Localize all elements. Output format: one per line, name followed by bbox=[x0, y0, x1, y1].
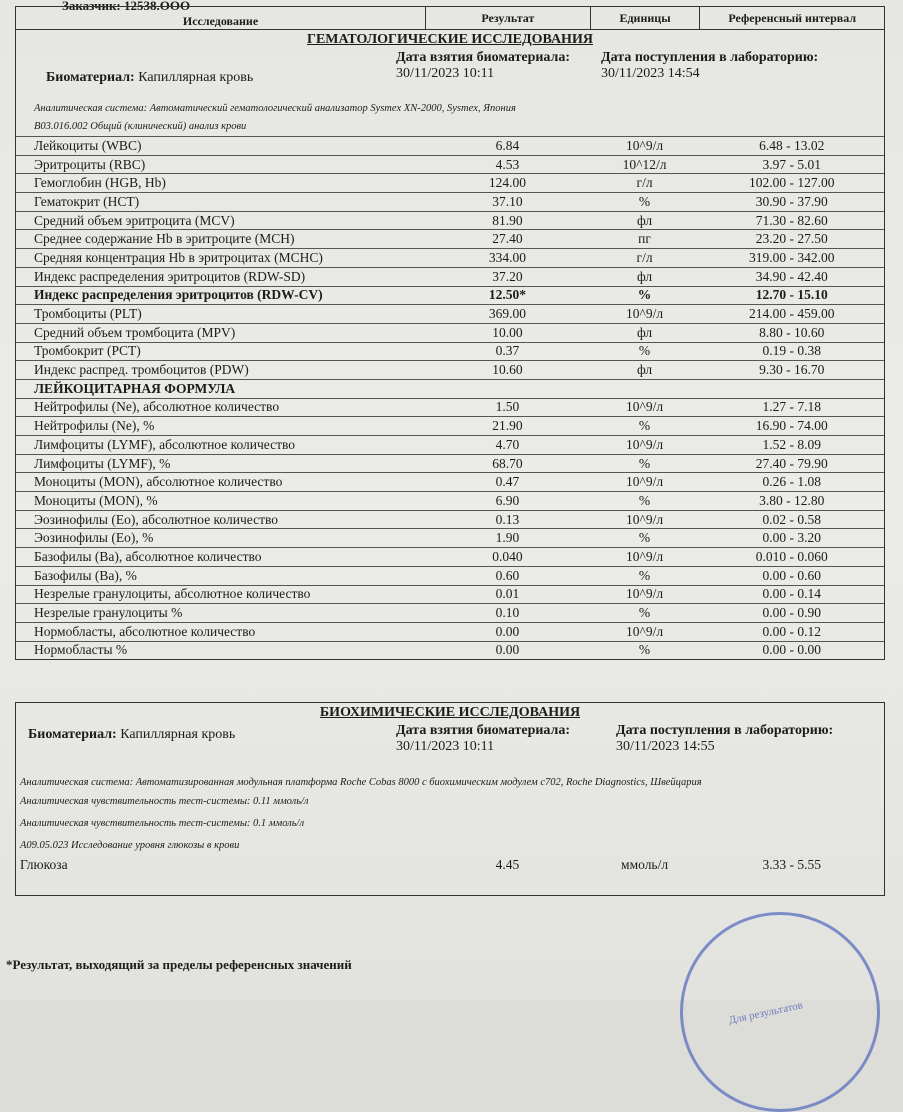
table-row bbox=[16, 472, 884, 491]
result-units: % bbox=[638, 418, 651, 434]
result-name: Среднее содержание Hb в эритроците (MCH) bbox=[34, 231, 295, 247]
result-result: 0.10 bbox=[495, 605, 520, 621]
col-units: Единицы bbox=[590, 7, 700, 29]
result-ref: 12.70 - 15.10 bbox=[755, 287, 828, 303]
result-units: фл bbox=[636, 268, 653, 284]
result-name: Базофилы (Ba), % bbox=[34, 567, 137, 583]
result-name: Лейкоциты (WBC) bbox=[34, 137, 142, 153]
result-units: % bbox=[638, 567, 651, 583]
result-ref: 319.00 - 342.00 bbox=[748, 249, 835, 265]
sensitivity-1: Аналитическая чувствительность тест-системы: 0.11 ммоль/л bbox=[20, 796, 309, 807]
result-ref: 16.90 - 74.00 bbox=[755, 418, 828, 434]
result-result: 21.90 bbox=[492, 418, 523, 434]
table-row bbox=[16, 155, 884, 174]
received-label: Дата поступления в лабораторию: bbox=[616, 723, 834, 738]
result-name: Моноциты (MON), абсолютное количество bbox=[34, 474, 283, 490]
table-row bbox=[16, 192, 884, 211]
glucose-row bbox=[16, 855, 884, 873]
result-name: Гемоглобин (HGB, Hb) bbox=[34, 175, 166, 191]
sensitivity-2: Аналитическая чувствительность тест-системы: 0.1 ммоль/л bbox=[20, 818, 305, 829]
section-title: БИОХИМИЧЕСКИЕ ИССЛЕДОВАНИЯ bbox=[16, 702, 884, 723]
received-label: Дата поступления в лабораторию: bbox=[601, 50, 819, 65]
table-row bbox=[16, 566, 884, 585]
result-ref: 0.00 - 0.60 bbox=[762, 567, 821, 583]
result-name: Нейтрофилы (Ne), % bbox=[34, 418, 155, 434]
table-row bbox=[16, 173, 884, 192]
section-title: ГЕМАТОЛОГИЧЕСКИЕ ИССЛЕДОВАНИЯ bbox=[307, 32, 593, 47]
biomaterial-value: Капиллярная кровь bbox=[138, 70, 254, 85]
result-result: 81.90 bbox=[492, 212, 523, 228]
result-result: 4.70 bbox=[495, 436, 520, 452]
result-units: % bbox=[638, 492, 651, 508]
biomaterial-label: Биоматериал: bbox=[46, 70, 135, 85]
result-units: фл bbox=[636, 362, 653, 378]
received-date: 30/11/2023 14:54 bbox=[601, 66, 700, 81]
table-row bbox=[16, 398, 884, 417]
result-units: фл bbox=[636, 212, 653, 228]
result-name: Моноциты (MON), % bbox=[34, 492, 158, 508]
col-study: Исследование bbox=[182, 14, 259, 28]
service-code: B03.016.002 Общий (клинический) анализ крови bbox=[34, 121, 247, 132]
result-name: Средний объем тромбоцита (MPV) bbox=[34, 324, 236, 340]
taken-label: Дата взятия биоматериала: bbox=[396, 50, 571, 65]
result-ref: 1.52 - 8.09 bbox=[762, 436, 821, 452]
table-row bbox=[16, 229, 884, 248]
table-row bbox=[16, 622, 884, 641]
result-units: 10^9/л bbox=[626, 623, 664, 639]
result-ref: 0.00 - 0.00 bbox=[762, 642, 821, 658]
result-result: 0.60 bbox=[495, 567, 520, 583]
table-row bbox=[16, 342, 884, 361]
result-units: 10^9/л bbox=[626, 548, 664, 564]
result-name: Нормобласты, абсолютное количество bbox=[34, 623, 256, 639]
result-ref: 34.90 - 42.40 bbox=[755, 268, 828, 284]
service-code: A09.05.023 Исследование уровня глюкозы в крови bbox=[20, 840, 240, 851]
result-ref: 0.00 - 0.90 bbox=[762, 605, 821, 621]
seal-stamp: Для результатов bbox=[680, 912, 880, 1112]
table-row bbox=[16, 528, 884, 547]
table-row bbox=[16, 435, 884, 454]
result-name: ЛЕЙКОЦИТАРНАЯ ФОРМУЛА bbox=[34, 380, 236, 396]
result-ref: 3.97 - 5.01 bbox=[762, 156, 821, 172]
result-ref: 214.00 - 459.00 bbox=[748, 306, 835, 322]
table-row bbox=[16, 304, 884, 323]
result-result: 10.60 bbox=[492, 362, 523, 378]
result-ref: 8.80 - 10.60 bbox=[759, 324, 825, 340]
result-result: 27.40 bbox=[492, 231, 523, 247]
result-units: 10^9/л bbox=[626, 436, 664, 452]
table-row bbox=[16, 547, 884, 566]
result-units: г/л bbox=[636, 249, 653, 265]
result-name: Эозинофилы (Eo), абсолютное количество bbox=[34, 511, 279, 527]
biochemistry-section bbox=[15, 702, 885, 896]
result-units: % bbox=[638, 605, 651, 621]
result-ref: 23.20 - 27.50 bbox=[755, 231, 828, 247]
result-units: 10^9/л bbox=[626, 137, 664, 153]
result-ref: 102.00 - 127.00 bbox=[748, 175, 835, 191]
result-name: Индекс распределения эритроцитов (RDW-CV) bbox=[34, 287, 323, 303]
table-row bbox=[16, 136, 884, 155]
result-name: Индекс распределения эритроцитов (RDW-SD) bbox=[34, 268, 306, 284]
result-units: г/л bbox=[636, 175, 653, 191]
biomaterial-block bbox=[16, 50, 884, 100]
taken-label: Дата взятия биоматериала: bbox=[396, 723, 571, 738]
result-ref: 0.02 - 0.58 bbox=[762, 511, 821, 527]
result-name: Эритроциты (RBC) bbox=[34, 156, 146, 172]
customer-label: Заказчик: 12538.ООО bbox=[62, 0, 191, 13]
result-result: 68.70 bbox=[492, 455, 523, 471]
result-units: % bbox=[638, 455, 651, 471]
result-units: 10^12/л bbox=[622, 156, 667, 172]
result-result: 4.53 bbox=[495, 156, 520, 172]
table-row bbox=[16, 323, 884, 342]
result-result: 0.47 bbox=[495, 474, 520, 490]
analytic-system: Аналитическая система: Автоматический гематологический анализатор Sysmex XN-2000, Sysmex, Япония bbox=[34, 103, 516, 114]
result-result: 0.37 bbox=[495, 343, 520, 359]
result-name: Незрелые гранулоциты, абсолютное количество bbox=[34, 586, 311, 602]
result-units: % bbox=[638, 642, 651, 658]
result-result: 0.13 bbox=[495, 511, 520, 527]
result-name: Глюкоза bbox=[20, 857, 68, 872]
result-result: 0.00 bbox=[495, 642, 520, 658]
result-units: % bbox=[637, 287, 652, 303]
result-units: % bbox=[638, 193, 651, 209]
group-header-row bbox=[16, 379, 884, 398]
result-ref: 0.19 - 0.38 bbox=[762, 343, 821, 359]
result-name: Незрелые гранулоциты % bbox=[34, 605, 183, 621]
result-ref: 0.26 - 1.08 bbox=[762, 474, 821, 490]
result-result: 37.10 bbox=[492, 193, 523, 209]
result-ref: 6.48 - 13.02 bbox=[759, 137, 825, 153]
table-row bbox=[16, 248, 884, 267]
table-row bbox=[16, 267, 884, 286]
analytic-system: Аналитическая система: Автоматизированная модульная платформа Roche Cobas 8000 с биохимическим модулем c702, Roche Diagnostics, Швейцария bbox=[20, 777, 702, 788]
result-units: пг bbox=[638, 231, 651, 247]
table-row bbox=[16, 360, 884, 379]
result-result: 0.00 bbox=[495, 623, 520, 639]
result-units: % bbox=[638, 530, 651, 546]
result-ref: 0.010 - 0.060 bbox=[755, 548, 828, 564]
result-units: 10^9/л bbox=[626, 399, 664, 415]
result-name: Нейтрофилы (Ne), абсолютное количество bbox=[34, 399, 280, 415]
table-row bbox=[16, 454, 884, 473]
biomaterial-label: Биоматериал: bbox=[28, 727, 117, 742]
col-result: Результат bbox=[425, 7, 590, 29]
table-row bbox=[16, 585, 884, 604]
result-name: Базофилы (Ba), абсолютное количество bbox=[34, 548, 262, 564]
table-row bbox=[16, 510, 884, 529]
table-row bbox=[16, 603, 884, 622]
result-name: Лимфоциты (LYMF), абсолютное количество bbox=[34, 436, 296, 452]
footnote: *Результат, выходящий за пределы референсных значений bbox=[6, 957, 352, 972]
result-ref: 3.80 - 12.80 bbox=[759, 492, 825, 508]
result-ref: 3.33 - 5.55 bbox=[762, 857, 821, 872]
result-result: 12.50* bbox=[488, 287, 526, 303]
result-result: 6.90 bbox=[495, 492, 520, 508]
result-units: ммоль/л bbox=[621, 857, 669, 872]
biomaterial-block bbox=[16, 723, 884, 773]
result-name: Индекс распред. тромбоцитов (PDW) bbox=[34, 362, 249, 378]
results-table bbox=[16, 136, 884, 659]
result-ref: 0.00 - 0.12 bbox=[762, 623, 821, 639]
result-ref: 9.30 - 16.70 bbox=[759, 362, 825, 378]
result-result: 124.00 bbox=[488, 175, 526, 191]
result-result: 369.00 bbox=[488, 306, 526, 322]
table-row bbox=[16, 286, 884, 305]
result-result: 1.90 bbox=[495, 530, 520, 546]
result-units: фл bbox=[636, 324, 653, 340]
result-ref: 30.90 - 37.90 bbox=[755, 193, 828, 209]
result-name: Эозинофилы (Eo), % bbox=[34, 530, 154, 546]
hematology-section bbox=[15, 30, 885, 660]
table-header bbox=[15, 6, 885, 30]
result-result: 10.00 bbox=[492, 324, 523, 340]
result-units: 10^9/л bbox=[626, 511, 664, 527]
biomaterial-value: Капиллярная кровь bbox=[120, 727, 236, 742]
table-row bbox=[16, 641, 884, 660]
result-name: Нормобласты % bbox=[34, 642, 128, 658]
received-date: 30/11/2023 14:55 bbox=[616, 739, 715, 754]
result-units: 10^9/л bbox=[626, 586, 664, 602]
col-reference: Референсный интервал bbox=[699, 7, 884, 29]
result-units: % bbox=[638, 343, 651, 359]
result-ref: 0.00 - 0.14 bbox=[762, 586, 821, 602]
result-value: 4.45 bbox=[495, 857, 520, 872]
result-name: Гематокрит (HCT) bbox=[34, 193, 140, 209]
result-ref: 27.40 - 79.90 bbox=[755, 455, 828, 471]
table-row bbox=[16, 491, 884, 510]
result-result: 6.84 bbox=[495, 137, 520, 153]
result-result: 0.040 bbox=[492, 548, 523, 564]
taken-date: 30/11/2023 10:11 bbox=[396, 66, 495, 81]
result-result: 1.50 bbox=[495, 399, 520, 415]
result-ref: 1.27 - 7.18 bbox=[762, 399, 821, 415]
result-result: 334.00 bbox=[488, 249, 526, 265]
result-ref: 71.30 - 82.60 bbox=[755, 212, 828, 228]
result-units: 10^9/л bbox=[626, 306, 664, 322]
result-name: Тромбоциты (PLT) bbox=[34, 306, 142, 322]
result-ref: 0.00 - 3.20 bbox=[762, 530, 821, 546]
result-result: 37.20 bbox=[492, 268, 523, 284]
result-name: Тромбокрит (PCT) bbox=[34, 343, 141, 359]
table-row bbox=[16, 211, 884, 230]
result-name: Средняя концентрация Hb в эритроцитах (MCHC) bbox=[34, 249, 323, 265]
table-row bbox=[16, 416, 884, 435]
result-name: Средний объем эритроцита (MCV) bbox=[34, 212, 235, 228]
taken-date: 30/11/2023 10:11 bbox=[396, 739, 495, 754]
result-result: 0.01 bbox=[495, 586, 520, 602]
result-name: Лимфоциты (LYMF), % bbox=[34, 455, 171, 471]
result-units: 10^9/л bbox=[626, 474, 664, 490]
